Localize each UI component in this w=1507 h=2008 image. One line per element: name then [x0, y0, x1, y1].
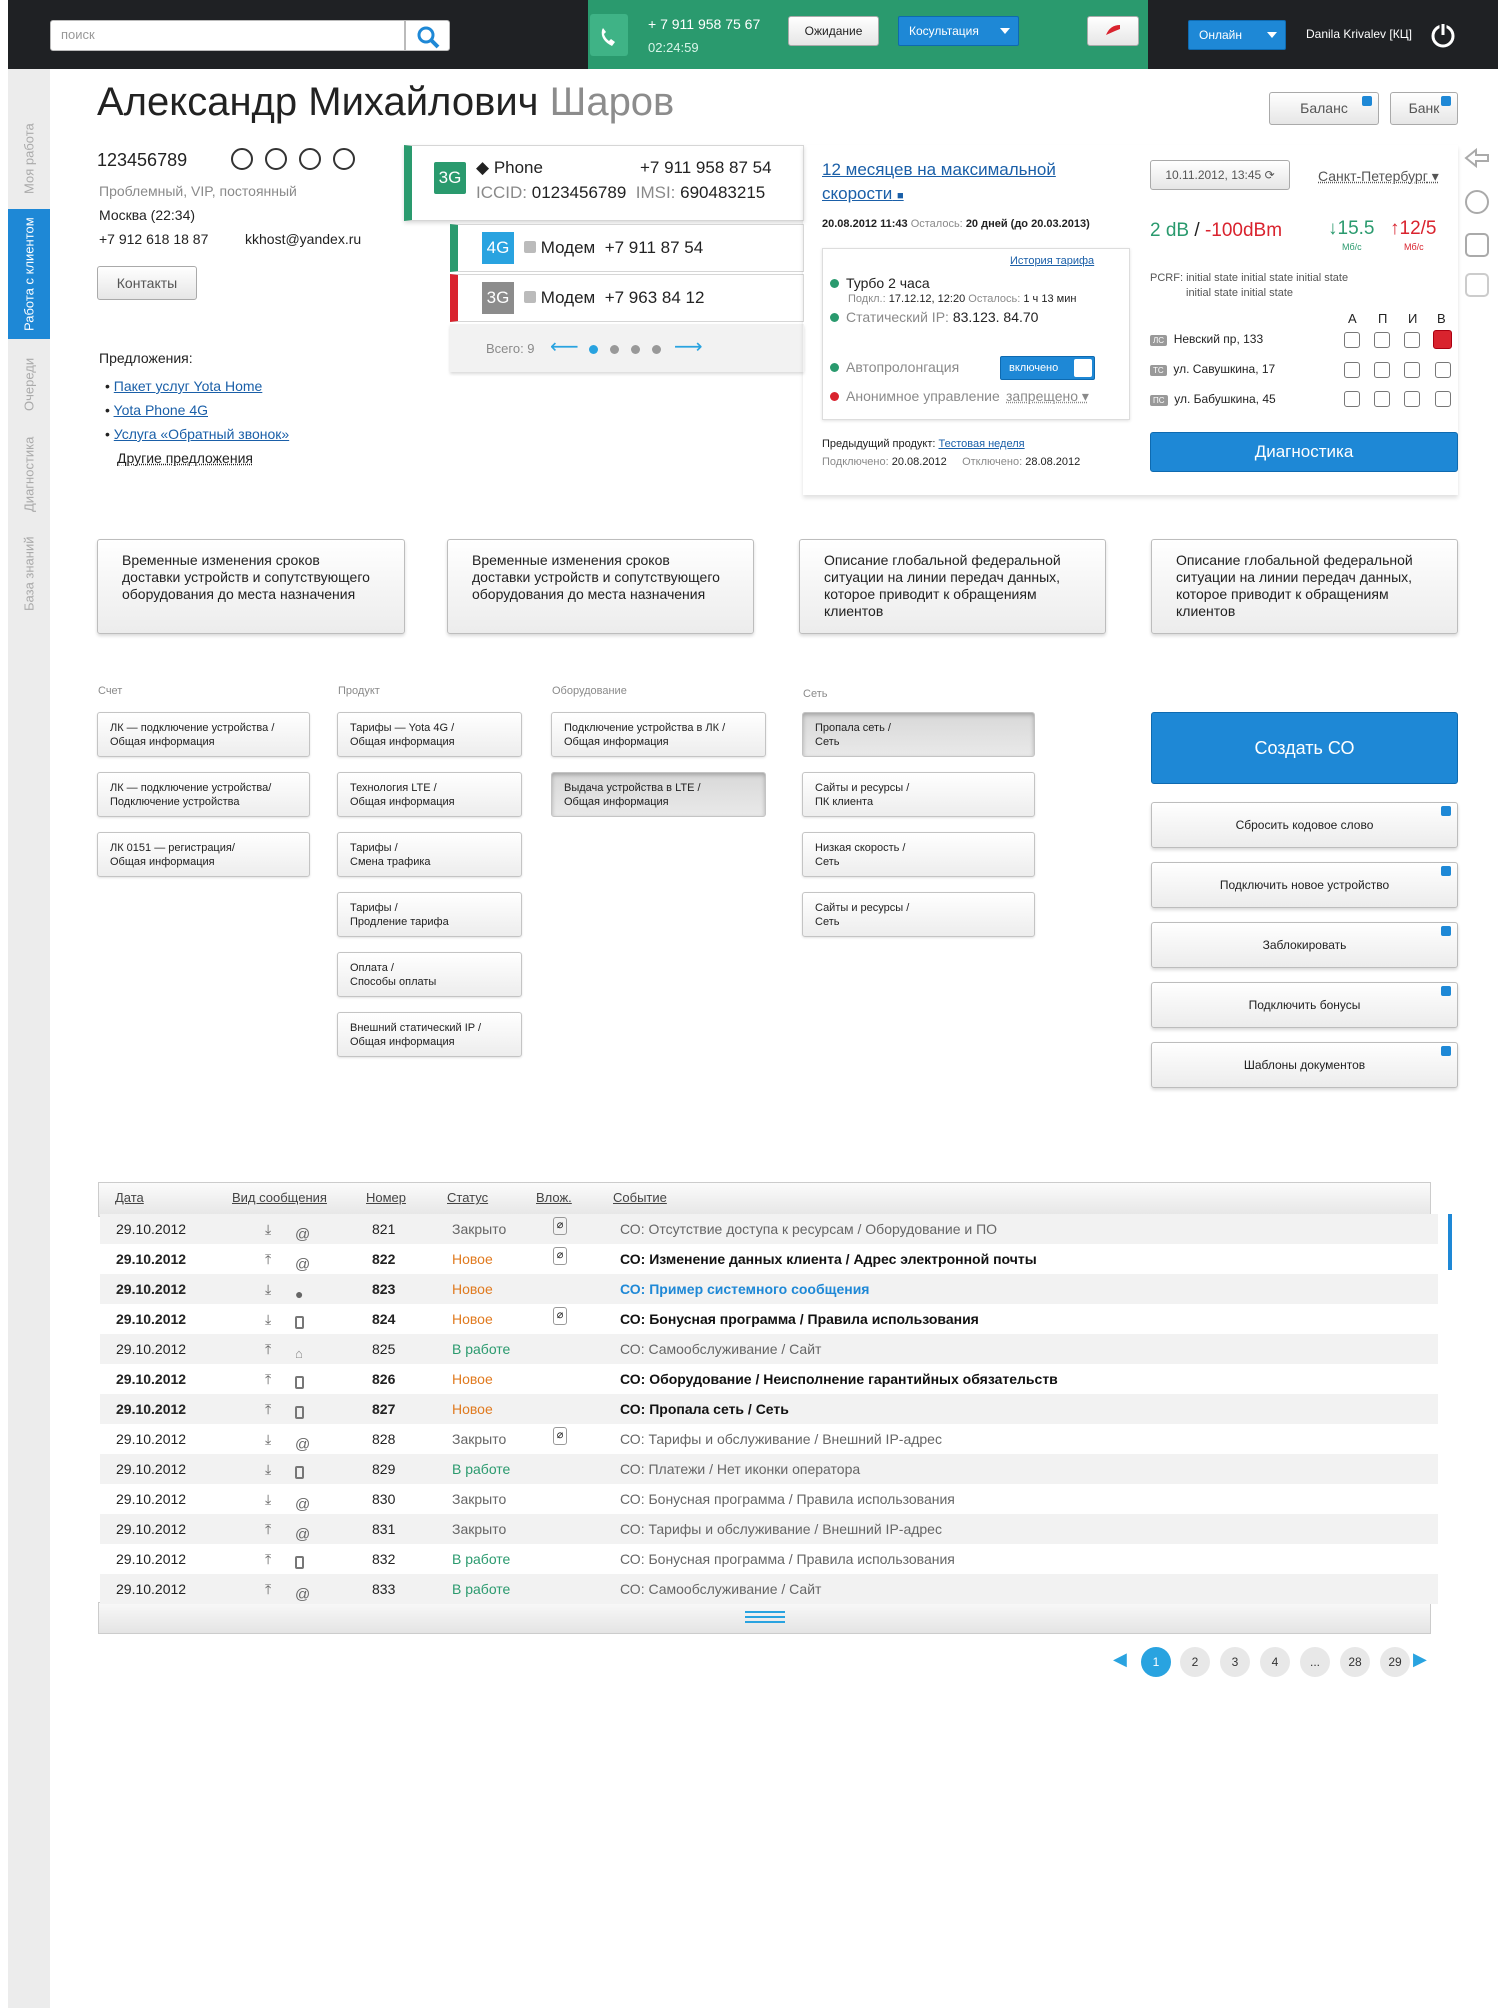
action-label: Заблокировать [1262, 938, 1347, 952]
row-status: Закрыто [452, 1221, 507, 1237]
lock-icon [1441, 806, 1451, 816]
download-speed: ↓15.5 [1328, 218, 1375, 239]
row-date: 29.10.2012 [116, 1581, 187, 1597]
row-status: В работе [452, 1461, 511, 1477]
lock-icon [1074, 359, 1092, 377]
create-ticket-button[interactable]: Создать СО [1151, 712, 1458, 784]
attachment-icon[interactable]: ⌀ [553, 1247, 567, 1265]
lock-icon [1441, 1046, 1451, 1056]
row-number: 833 [372, 1581, 396, 1597]
row-number: 827 [372, 1401, 396, 1417]
category-tile[interactable] [97, 772, 310, 817]
checkbox[interactable] [1404, 362, 1420, 378]
column-header[interactable]: Дата [115, 1190, 144, 1205]
upload-icon: ⤒ [265, 1551, 272, 1567]
pager-dot[interactable] [631, 345, 640, 354]
action-button[interactable] [1151, 1042, 1458, 1088]
row-date: 29.10.2012 [116, 1221, 187, 1237]
search-icon [406, 21, 451, 52]
row-event: СО: Оборудование / Неисполнение гарантийных обязательств [620, 1371, 1058, 1387]
tile-line: Общая информация [110, 856, 215, 868]
offer-item[interactable]: • Yota Phone 4G [105, 402, 208, 418]
tile-line: ЛК — подключение устройства/ [110, 782, 272, 794]
upload-icon: ⤒ [265, 1581, 272, 1597]
action-label: Сбросить кодовое слово [1235, 818, 1374, 832]
table-row[interactable] [100, 1544, 1438, 1574]
address-row: ЛС Невский пр, 133 [1150, 332, 1263, 346]
col-p: П [1378, 311, 1388, 326]
anon-label: Анонимное управление [846, 388, 1000, 404]
category-title: Счет [98, 685, 123, 697]
client-phone: +7 912 618 18 87 [99, 231, 209, 247]
row-date: 29.10.2012 [116, 1431, 187, 1447]
diagnostics-button[interactable]: Диагностика [1150, 432, 1458, 472]
email-icon [1466, 274, 1488, 296]
category-title: Оборудование [552, 685, 627, 697]
row-date: 29.10.2012 [116, 1341, 187, 1357]
lock-icon [1441, 96, 1451, 106]
nav-knowledge-base[interactable]: База знаний [21, 536, 37, 612]
page-button[interactable]: 4 [1260, 1647, 1290, 1677]
tariff-history-link[interactable]: История тарифа [1010, 255, 1095, 267]
row-number: 828 [372, 1431, 396, 1447]
category-tile[interactable] [551, 772, 766, 817]
prev-page-icon[interactable]: ◀ [1113, 1649, 1127, 1669]
transfer-icon [1466, 150, 1488, 166]
upload-icon: ⤒ [265, 1521, 272, 1537]
turbo-option: Турбо 2 часа [846, 275, 930, 291]
attachment-icon[interactable]: ⌀ [553, 1307, 567, 1325]
column-header[interactable]: Вид сообщения [232, 1190, 327, 1205]
tile-line: ПК клиента [815, 796, 874, 808]
device-phone: +7 911 958 87 54 [640, 158, 772, 177]
side-nav [8, 69, 50, 2008]
device-total: Всего: 9 [486, 341, 535, 356]
row-event: СО: Бонусная программа / Правила использования [620, 1551, 955, 1567]
row-number: 825 [372, 1341, 396, 1357]
status-dot [830, 279, 839, 288]
table-row[interactable] [100, 1364, 1438, 1394]
iccid: ICCID: 0123456789 IMSI: 690483215 [476, 183, 766, 202]
address-row: ТС ул. Савушкина, 17 [1150, 362, 1275, 376]
drag-handle-icon [745, 1610, 785, 1624]
status-dot [830, 363, 839, 372]
category-tile[interactable] [802, 832, 1035, 877]
row-date: 29.10.2012 [116, 1491, 187, 1507]
row-number: 826 [372, 1371, 396, 1387]
category-tile[interactable] [97, 712, 310, 757]
table-row[interactable]: 29.10.2012 ⤒ @ 822 Новое ⌀ СО: Изменение данных клиента / Адрес электронной почты [116, 1249, 1037, 1273]
checkbox[interactable] [1344, 391, 1360, 407]
tile-line: Способы оплаты [350, 976, 437, 988]
network-badge: 3G [482, 282, 514, 314]
column-header[interactable]: Влож. [536, 1190, 572, 1205]
pager-dot[interactable] [652, 345, 661, 354]
notice-card[interactable]: Временные изменения сроков доставки устройств и сопутствующего оборудования до места назначения [447, 539, 754, 634]
row-event: СО: Бонусная программа / Правила использования [620, 1311, 979, 1327]
tile-line: Сайты и ресурсы / [815, 782, 910, 794]
upload-icon: ⤒ [265, 1251, 272, 1267]
network-badge: 3G [434, 162, 466, 194]
client-last-name: Шаров [549, 80, 675, 124]
row-status: В работе [452, 1551, 511, 1567]
unit: Мб/с [1342, 242, 1362, 252]
wait-button[interactable]: Ожидание [788, 16, 879, 46]
pcrf-line2: initial state initial state [1186, 287, 1293, 299]
row-number: 823 [372, 1281, 396, 1297]
notice-card[interactable]: Описание глобальной федеральной ситуации на линии передач данных, которое приводит к обращениям клиентов [1151, 539, 1458, 634]
client-name [97, 80, 674, 125]
row-date: 29.10.2012 [116, 1461, 187, 1477]
row-number: 830 [372, 1491, 396, 1507]
row-number: 831 [372, 1521, 396, 1537]
category-tile[interactable] [337, 1012, 522, 1057]
row-date: 29.10.2012 [116, 1401, 187, 1417]
tile-line: Общая информация [110, 736, 215, 748]
download-icon: ⤓ [265, 1221, 272, 1237]
check-icon [1466, 191, 1488, 213]
table-row[interactable]: 29.10.2012 ⤓ @ 821 Закрыто ⌀ СО: Отсутствие доступа к ресурсам / Оборудование и ПО [100, 1214, 1438, 1244]
col-i: И [1408, 311, 1418, 326]
col-v: В [1437, 311, 1446, 326]
row-status: В работе [452, 1581, 511, 1597]
vip-crown-icon [232, 149, 252, 169]
table-row[interactable]: 29.10.2012 ⤒ ⌂ 825 В работе СО: Самообслуживание / Сайт [100, 1334, 1438, 1364]
row-date: 29.10.2012 [116, 1281, 187, 1297]
category-tile[interactable] [802, 712, 1035, 757]
page-button[interactable]: 1 [1141, 1647, 1171, 1677]
note-icon [334, 149, 354, 169]
client-first-name: Александр Михайлович [97, 80, 539, 124]
online-label: Онлайн [1199, 28, 1242, 42]
lock-icon [1441, 986, 1451, 996]
category-tile[interactable] [337, 832, 522, 877]
offers-list [105, 374, 289, 470]
turbo-times: Подкл.: 17.12.12, 12:20 Осталось: 1 ч 13 мин [848, 293, 1077, 305]
arrow-right-icon[interactable]: ⟶ [674, 336, 703, 358]
tile-line: Выдача устройства в LTE / [564, 782, 701, 794]
row-date: 29.10.2012 [116, 1551, 187, 1567]
table-row[interactable] [100, 1394, 1438, 1424]
category-tile[interactable] [802, 772, 1035, 817]
pager-dot[interactable] [610, 345, 619, 354]
tile-line: Тарифы — Yota 4G / [350, 722, 455, 734]
attachment-icon[interactable]: ⌀ [553, 1427, 567, 1445]
autoprol-label: Автопролонгация [846, 359, 960, 375]
bank-button[interactable] [1390, 92, 1458, 125]
category-tile[interactable] [337, 712, 522, 757]
notice-card[interactable]: Временные изменения сроков доставки устройств и сопутствующего оборудования до места назначения [97, 539, 405, 634]
feedback-icon [300, 149, 320, 169]
tile-line: Подключение устройства [110, 796, 240, 808]
tile-line: Оплата / [350, 962, 394, 974]
table-row[interactable]: 29.10.2012 ⤓ ● 823 Новое СО: Пример системного сообщения [100, 1274, 1438, 1304]
download-icon: ⤓ [265, 1491, 272, 1507]
tile-line: Тарифы / [350, 902, 398, 914]
autoprol-toggle[interactable]: включено [1000, 356, 1095, 380]
phone-ring-icon [590, 14, 628, 56]
bank-label: Банк [1408, 100, 1440, 116]
category-tile[interactable] [802, 892, 1035, 937]
nav-diagnostics[interactable]: Диагностика [21, 436, 37, 512]
row-status: Новое [452, 1251, 493, 1267]
row-date: 29.10.2012 [116, 1371, 187, 1387]
offer-item[interactable]: • Услуга «Обратный звонок» [105, 426, 290, 442]
call-timer: 02:24:59 [648, 40, 699, 55]
modem-icon [524, 291, 536, 303]
client-city: Москва (22:34) [99, 207, 196, 223]
checkbox[interactable] [1435, 391, 1451, 407]
caller-phone: + 7 911 958 75 67 [648, 16, 761, 32]
tile-line: Низкая скорость / [815, 842, 906, 854]
row-event: СО: Самообслуживание / Сайт [620, 1341, 822, 1357]
column-header[interactable]: Номер [366, 1190, 407, 1205]
action-button[interactable] [1151, 862, 1458, 908]
client-status-icons [228, 146, 368, 172]
row-number: 829 [372, 1461, 396, 1477]
offer-item[interactable]: • Пакет услуг Yota Home [105, 378, 263, 394]
category-tile[interactable] [97, 832, 310, 877]
page-button[interactable]: ... [1300, 1647, 1330, 1677]
checkbox[interactable] [1404, 391, 1420, 407]
consult-label: Косультация [909, 24, 979, 38]
column-header[interactable]: Событие [613, 1190, 667, 1205]
nav-client-work[interactable]: Работа с клиентом [8, 209, 50, 339]
table-row[interactable]: 29.10.2012 ⤓ @ 830 Закрыто СО: Бонусная программа / Правила использования [116, 1491, 955, 1513]
datetime-refresh[interactable]: 10.11.2012, 13:45 ⟳ [1150, 160, 1290, 190]
page-button[interactable]: 3 [1220, 1647, 1250, 1677]
hangup-button[interactable] [1087, 16, 1139, 46]
scrollbar-thumb[interactable] [1448, 1214, 1452, 1270]
upload-speed: ↑12/5 [1390, 218, 1437, 239]
row-number: 824 [372, 1311, 396, 1327]
tile-line: Продление тарифа [350, 916, 449, 928]
download-icon: ⤓ [265, 1281, 272, 1297]
search-input[interactable]: поиск [50, 20, 405, 51]
download-icon: ⤓ [265, 1461, 272, 1477]
row-number: 832 [372, 1551, 396, 1567]
row-event: СО: Бонусная программа / Правила использования [620, 1491, 955, 1507]
tile-line: Смена трафика [350, 856, 431, 868]
modem-icon [524, 241, 536, 253]
prev-product-link[interactable]: Тестовая неделя [938, 438, 1025, 450]
action-button[interactable] [1151, 802, 1458, 848]
category-tile[interactable] [551, 712, 766, 757]
page-button[interactable]: 28 [1340, 1647, 1370, 1677]
category-tile[interactable] [337, 772, 522, 817]
region-dropdown[interactable]: Санкт-Петербург ▾ [1318, 168, 1439, 184]
static-ip: Статический IP: 83.123. 84.70 [846, 309, 1039, 325]
balance-label: Баланс [1300, 100, 1348, 116]
tariff-dates: 20.08.2012 11:43 Осталось: 20 дней (до 20.03.2013) [822, 218, 1090, 230]
row-event: СО: Тарифы и обслуживание / Внешний IP-адрес [620, 1521, 942, 1537]
checkbox[interactable] [1344, 362, 1360, 378]
arrow-left-icon[interactable]: ⟵ [550, 336, 579, 358]
table-row[interactable] [100, 1454, 1438, 1484]
lock-icon [1441, 866, 1451, 876]
row-event: СО: Тарифы и обслуживание / Внешний IP-адрес [620, 1431, 942, 1447]
row-event: СО: Пропала сеть / Сеть [620, 1401, 789, 1417]
page-button[interactable]: 29 [1380, 1647, 1410, 1677]
row-status: В работе [452, 1341, 511, 1357]
address-row: ПС ул. Бабушкина, 45 [1150, 392, 1276, 406]
action-button[interactable] [1151, 982, 1458, 1028]
unit: Мб/с [1404, 242, 1424, 252]
table-row[interactable]: 29.10.2012 ⤒ @ 831 Закрыто СО: Тарифы и обслуживание / Внешний IP-адрес [100, 1514, 1438, 1544]
checkbox-alert[interactable] [1433, 330, 1452, 349]
row-status: Закрыто [452, 1521, 507, 1537]
checkbox[interactable] [1374, 362, 1390, 378]
client-email: kkhost@yandex.ru [245, 231, 362, 247]
row-event: СО: Пример системного сообщения [620, 1281, 870, 1297]
refresh-icon: ⟳ [1264, 168, 1275, 182]
tile-line: Подключение устройства в ЛК / [564, 722, 726, 734]
table-row[interactable]: 29.10.2012 ⤒ @ 833 В работе СО: Самообслуживание / Сайт [100, 1574, 1438, 1604]
pcrf: PCRF: initial state initial state initial state [1150, 272, 1349, 284]
user-name: Danila Krivalev [КЦ] [1306, 27, 1412, 41]
pager-dot[interactable] [589, 345, 598, 354]
other-offers-link[interactable]: Другие предложения [117, 450, 253, 466]
action-button[interactable] [1151, 922, 1458, 968]
checkbox[interactable] [1404, 332, 1420, 348]
upload-icon: ⤒ [265, 1401, 272, 1417]
tool-icons [1462, 146, 1492, 296]
checkbox[interactable] [1374, 332, 1390, 348]
lock-icon [1441, 926, 1451, 936]
tile-line: Внешний статический IP / [350, 1022, 482, 1034]
checkbox[interactable] [1435, 362, 1451, 378]
download-icon: ⤓ [265, 1431, 272, 1447]
row-number: 822 [372, 1251, 396, 1267]
hangup-icon [1088, 17, 1138, 45]
tile-line: Сеть [815, 736, 840, 748]
chevron-down-icon [1267, 32, 1277, 38]
device-name: ◆ Phone [476, 158, 543, 177]
tile-line: Технология LTE / [350, 782, 437, 794]
power-icon[interactable] [1428, 20, 1458, 50]
row-number: 821 [372, 1221, 396, 1237]
status-dot [830, 392, 839, 401]
table-row[interactable]: 29.10.2012 ⤓ @ 828 Закрыто ⌀ СО: Тарифы и обслуживание / Внешний IP-адрес [116, 1429, 942, 1453]
list-icon [1466, 234, 1488, 256]
notice-card[interactable]: Описание глобальной федеральной ситуации на линии передач данных, которое приводит к обращениям клиентов [799, 539, 1106, 634]
nav-my-work[interactable]: Моя работа [21, 123, 37, 195]
lock-icon: ■ [897, 190, 904, 202]
col-a: А [1348, 311, 1357, 326]
download-icon: ⤓ [265, 1311, 272, 1327]
row-event: СО: Изменение данных клиента / Адрес электронной почты [620, 1251, 1037, 1267]
network-badge: 4G [482, 232, 514, 264]
tile-line: Общая информация [350, 1036, 455, 1048]
tile-line: Общая информация [350, 736, 455, 748]
tile-line: ЛК 0151 — регистрация/ [110, 842, 235, 854]
row-event: СО: Самообслуживание / Сайт [620, 1581, 822, 1597]
lock-icon [1362, 96, 1372, 106]
row-status: Новое [452, 1311, 493, 1327]
offers-title: Предложения: [99, 350, 193, 366]
tariff-title[interactable]: 12 месяцев на максимальной скорости ■ [822, 160, 1056, 203]
prev-product: Предыдущий продукт: Тестовая неделя [822, 438, 1025, 450]
checkbox[interactable] [1374, 391, 1390, 407]
row-status: Закрыто [452, 1491, 507, 1507]
client-id: 123456789 [97, 150, 188, 170]
tile-line: Тарифы / [350, 842, 398, 854]
row-event: СО: Платежи / Нет иконки оператора [620, 1461, 861, 1477]
nav-queues[interactable]: Очереди [21, 357, 37, 411]
upload-icon: ⤒ [265, 1371, 272, 1387]
tag-icon: ◆ [476, 158, 490, 177]
row-event: СО: Отсутствие доступа к ресурсам / Оборудование и ПО [620, 1221, 998, 1237]
next-page-icon[interactable]: ▶ [1413, 1649, 1427, 1669]
checkbox[interactable] [1344, 332, 1360, 348]
page-button[interactable]: 2 [1180, 1647, 1210, 1677]
row-date: 29.10.2012 [116, 1251, 187, 1267]
action-label: Шаблоны документов [1243, 1058, 1366, 1072]
column-header[interactable]: Статус [447, 1190, 489, 1205]
tile-line: Общая информация [350, 796, 455, 808]
tile-line: ЛК — подключение устройства / [110, 722, 275, 734]
tile-line: Сайты и ресурсы / [815, 902, 910, 914]
balance-button[interactable] [1269, 92, 1379, 125]
row-status: Новое [452, 1281, 493, 1297]
action-label: Подключить бонусы [1248, 998, 1361, 1012]
tile-line: Общая информация [564, 736, 669, 748]
row-date: 29.10.2012 [116, 1521, 187, 1537]
chevron-down-icon [1000, 28, 1010, 34]
tile-line: Сеть [815, 856, 840, 868]
row-status: Новое [452, 1401, 493, 1417]
category-tile[interactable] [337, 952, 522, 997]
category-title: Продукт [338, 685, 380, 697]
tile-line: Пропала сеть / [815, 722, 891, 734]
table-row[interactable] [100, 1304, 1438, 1334]
signal-level: 2 dB / -100dBm [1150, 220, 1283, 241]
consult-dropdown[interactable] [898, 16, 1019, 46]
emotion-icon [266, 149, 286, 169]
anon-dropdown[interactable]: запрещено ▾ [1006, 388, 1089, 404]
client-tags: Проблемный, VIP, постоянный [99, 183, 297, 199]
device-label: Модем +7 911 87 54 [524, 238, 703, 258]
status-dot [830, 313, 839, 322]
search-button[interactable] [405, 20, 450, 51]
device-label: Модем +7 963 84 12 [524, 288, 704, 308]
online-status-dropdown[interactable] [1188, 20, 1286, 50]
tile-line: Общая информация [564, 796, 669, 808]
tile-line: Сеть [815, 916, 840, 928]
upload-icon: ⤒ [265, 1341, 272, 1357]
contacts-button[interactable]: Контакты [97, 266, 197, 300]
row-date: 29.10.2012 [116, 1311, 187, 1327]
attachment-icon[interactable]: ⌀ [553, 1217, 567, 1235]
row-status: Закрыто [452, 1431, 507, 1447]
category-title: Сеть [803, 688, 828, 700]
category-tile[interactable] [337, 892, 522, 937]
row-status: Новое [452, 1371, 493, 1387]
prev-product-dates: Подключено: 20.08.2012 Отключено: 28.08.2012 [822, 456, 1081, 468]
action-label: Подключить новое устройство [1219, 878, 1390, 892]
